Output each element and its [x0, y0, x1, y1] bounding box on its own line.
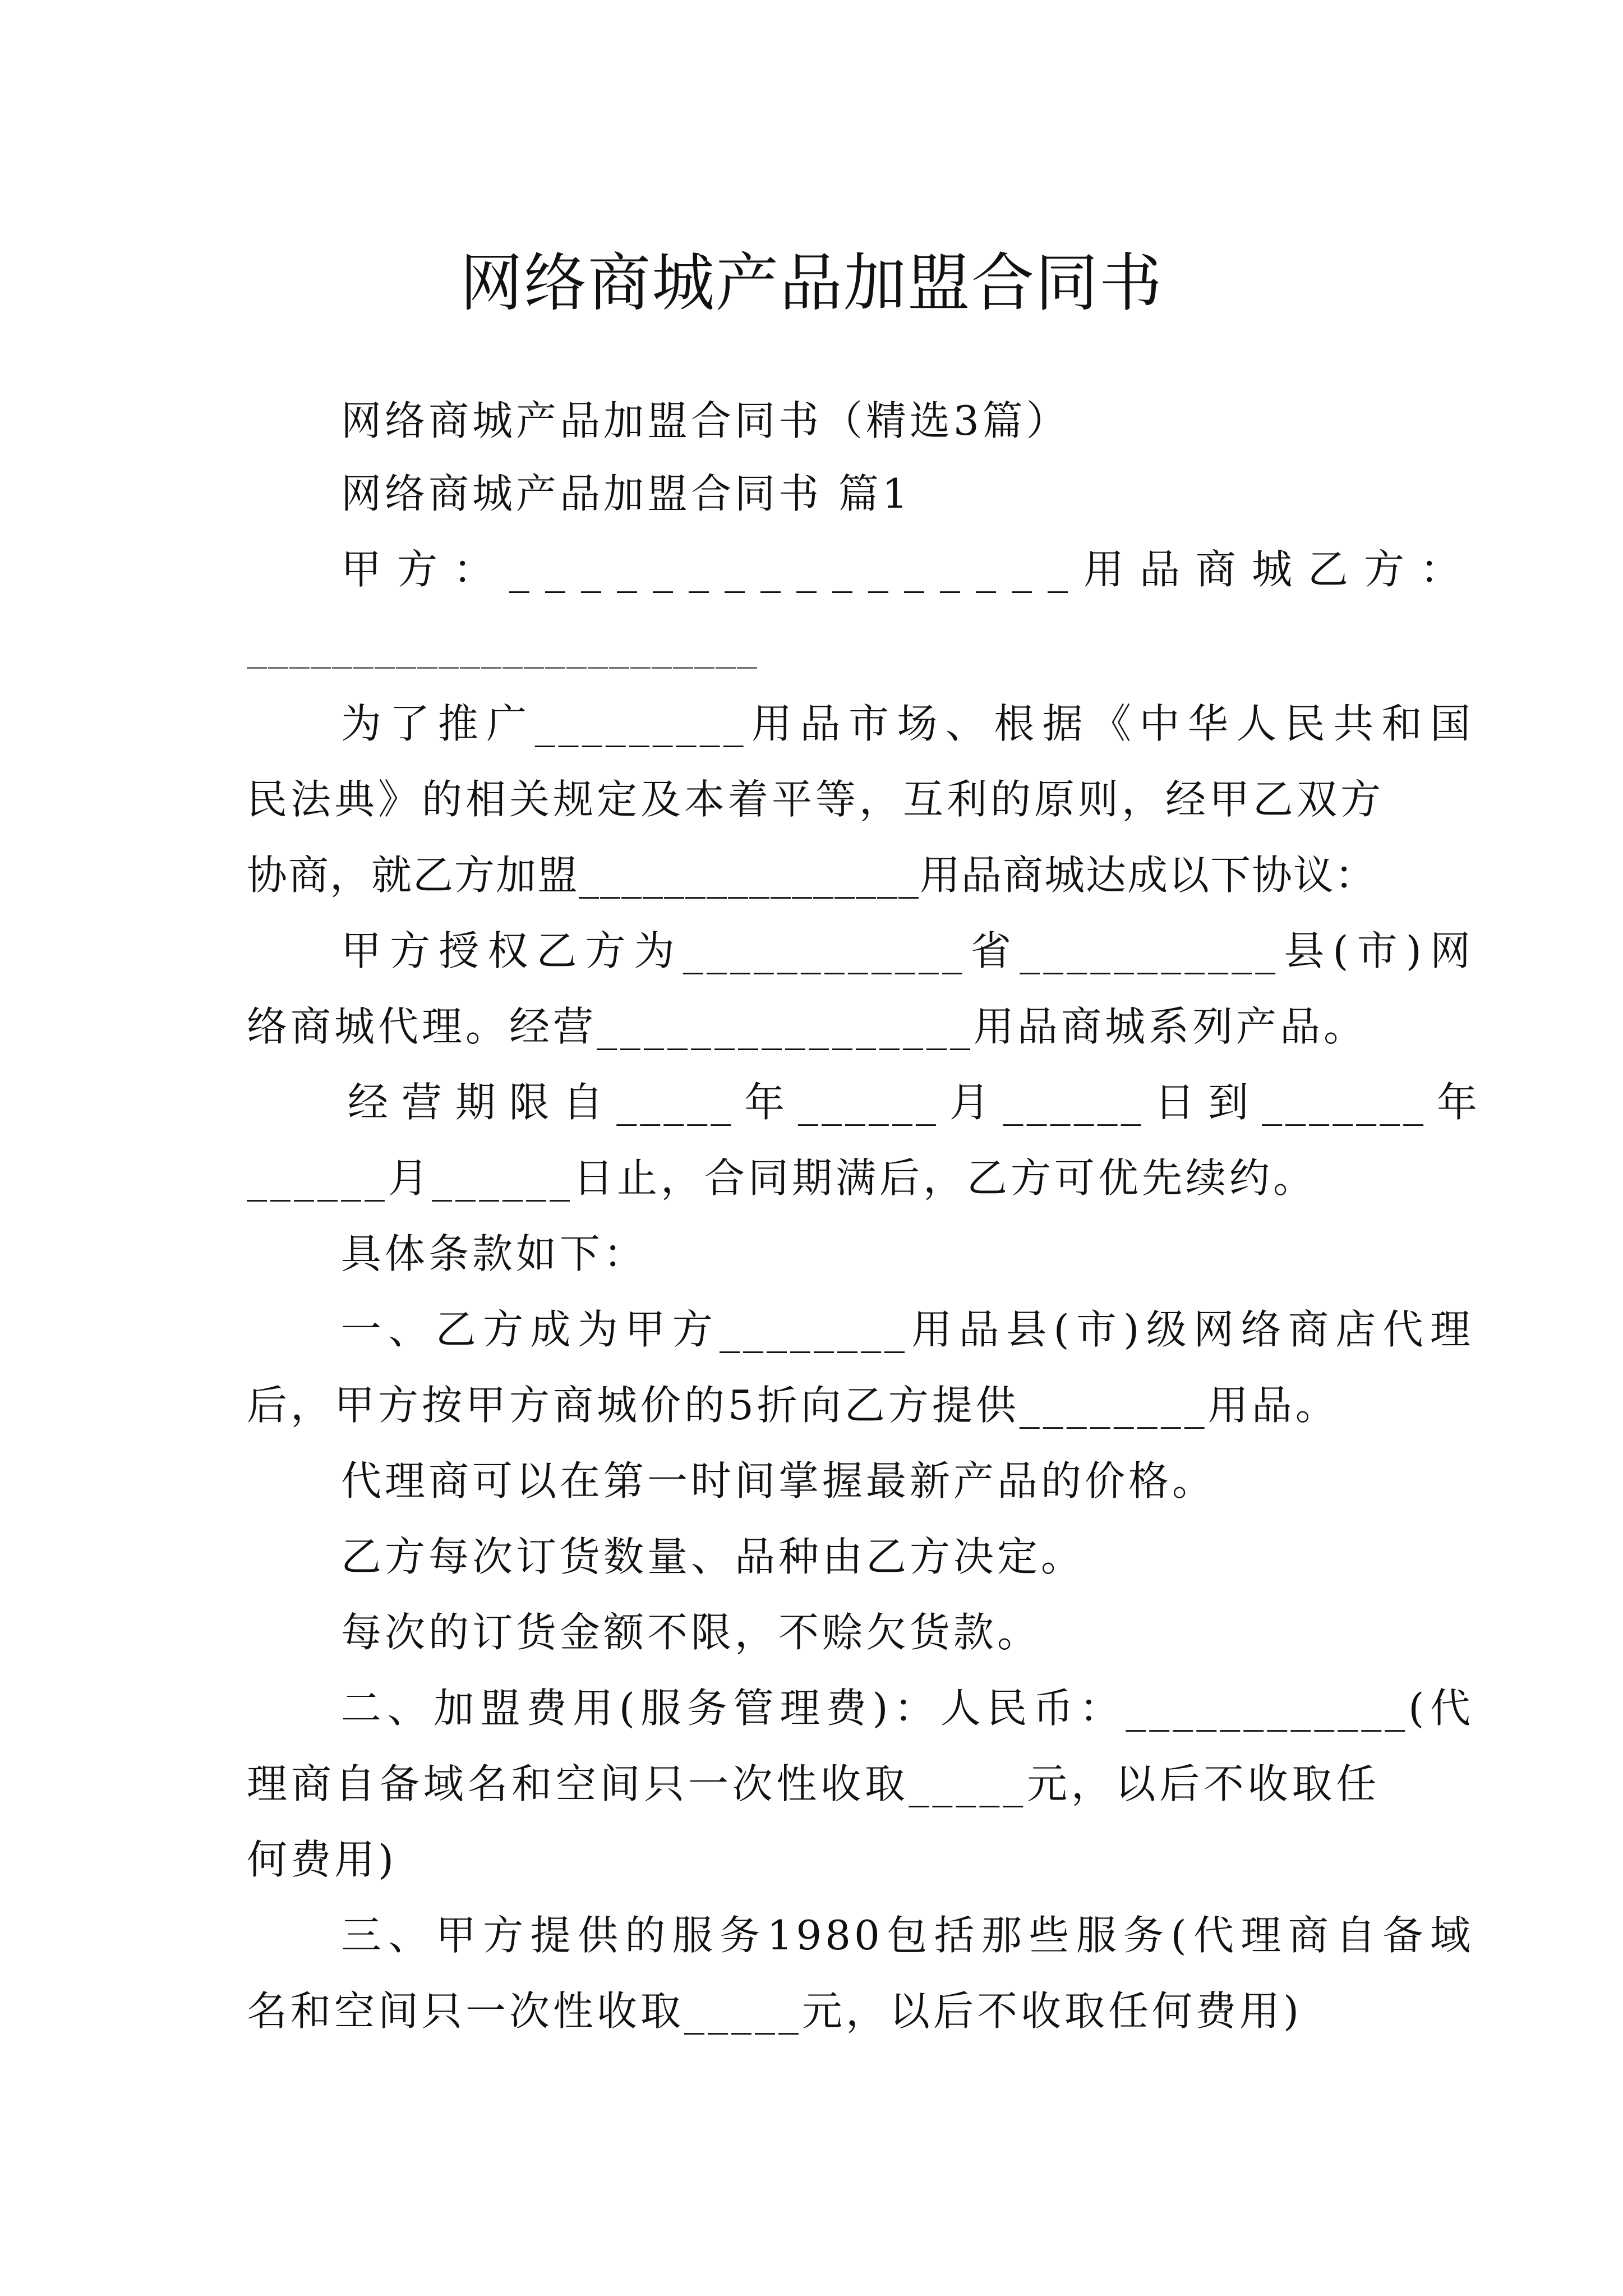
paragraph-line: 何费用) — [247, 1836, 398, 1883]
paragraph-line: ______月______日止，合同期满后，乙方可优先续约。 — [247, 1154, 1317, 1202]
paragraph-line: 一、乙方成为甲方________用品县(市)级网络商店代理 — [341, 1306, 1474, 1353]
doc-subtitle: 网络商城产品加盟合同书（精选3篇） — [341, 397, 1070, 444]
paragraph-line: 每次的订货金额不限，不赊欠货款。 — [341, 1609, 1041, 1656]
paragraph-line: 代理商可以在第一时间掌握最新产品的价格。 — [341, 1457, 1216, 1504]
paragraph-line: 民法典》的相关规定及本着平等，互利的原则，经甲乙双方 — [247, 776, 1385, 823]
paragraph-line: 后，甲方按甲方商城价的5折向乙方提供________用品。 — [247, 1382, 1339, 1429]
paragraph-line: 三、甲方提供的服务1980包括那些服务(代理商自备域 — [341, 1912, 1474, 1959]
section-heading: 网络商城产品加盟合同书 篇1 — [341, 470, 911, 517]
paragraph-line: 理商自备域名和空间只一次性收取_____元，以后不收取任 — [247, 1760, 1380, 1807]
paragraph-line: 为了推广_________用品市场、根据《中华人民共和国 — [341, 700, 1474, 747]
page-title: 网络商城产品加盟合同书 — [460, 247, 1163, 320]
paragraph-line: 络商城代理。经营________________用品商城系列产品。 — [247, 1003, 1368, 1050]
paragraph-line: 名和空间只一次性收取_____元，以后不收取任何费用) — [247, 1987, 1303, 2035]
paragraph-line: 乙方每次订货数量、品种由乙方决定。 — [341, 1533, 1085, 1580]
paragraph-line: 甲方授权乙方为____________省___________县(市)网 — [341, 927, 1474, 974]
paragraph-line: 经营期限自_____年______月______日到_______年 — [348, 1079, 1481, 1126]
paragraph-line: 具体条款如下： — [341, 1230, 648, 1277]
party-b-blank: ________________________ — [247, 622, 758, 669]
paragraph-line: 二、加盟费用(服务管理费)：人民币：____________(代 — [341, 1685, 1474, 1732]
party-line: 甲方：________________用品商城乙方： — [341, 546, 1477, 593]
paragraph-line: 协商，就乙方加盟________________用品商城达成以下协议： — [247, 852, 1377, 899]
